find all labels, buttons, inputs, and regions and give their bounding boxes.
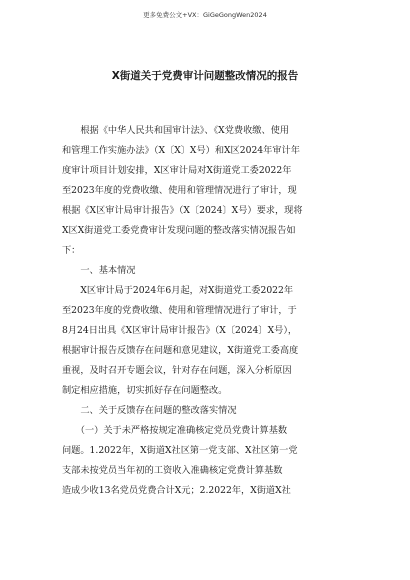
body-line: 根据《中华人民共和国审计法》、《X党费收缴、使用 [62,125,290,136]
body-line: 8月24日出具《X区审计局审计报告》（X〔2024〕X号）， [62,325,298,336]
body-line: 根据审计报告反馈存在问题和意见建议，X街道党工委高度 [62,345,299,356]
body-line: 重视，及时召开专题会议，针对存在问题，深入分析原因 [62,365,292,376]
body-line: 下： [62,245,81,256]
body-line: 制定相应措施，切实抓好存在问题整改。 [62,385,228,396]
section-heading: 二、关于反馈存在问题的整改落实情况 [62,405,237,416]
body-line: 支部未按党员当年初的工资收入准确核定党费计算基数 [62,465,283,476]
body-line: 问题。1.2022年，X街道X社区第一党支部、X社区第一党 [62,445,298,456]
section-heading: 一、基本情况 [62,265,136,276]
subsection-heading: （一）关于未严格按规定准确核定党员党费计算基数 [62,425,288,436]
body-line: 造成少收13名党员党费合计X元；2.2022年，X街道X社 [62,485,291,496]
body-line: 至2023年度的党费收缴、使用和管理情况进行了审计，现 [62,185,297,196]
body-line: 至2023年度的党费收缴、使用和管理情况进行了审计，于 [62,305,297,316]
document-title: X街道关于党费审计问题整改情况的报告 [111,70,299,82]
header-note: 更多免费公文+VX：GiGeGongWen2024 [143,11,267,19]
body-line: 度审计项目计划安排，X区审计局对X街道党工委2022年 [62,165,292,176]
body-line: X区审计局于2024年6月起，对X街道党工委2022年 [62,285,294,296]
body-line: 根据《X区审计局审计报告》（X〔2024〕X号）要求，现将 [62,205,303,216]
body-line: X区X街道党工委党费审计发现问题的整改落实情况报告如 [62,225,296,236]
body-line: 和管理工作实施办法》（X〔X〕X号）和X区2024年审计年 [62,145,300,156]
